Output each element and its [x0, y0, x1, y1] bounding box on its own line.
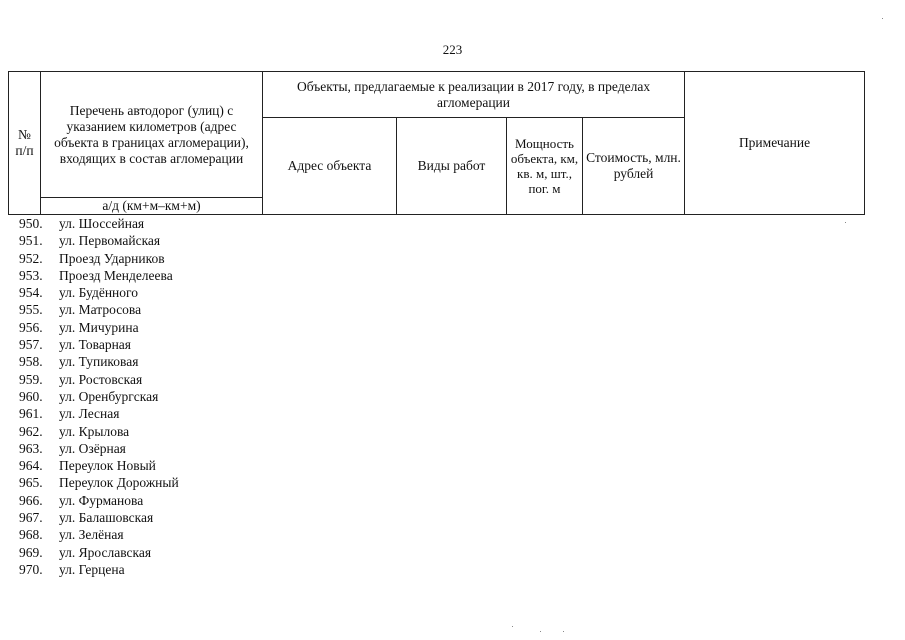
road-name: ул. Мичурина	[59, 319, 139, 335]
road-name: ул. Зелёная	[59, 527, 124, 543]
row-number: 969.	[19, 544, 43, 560]
list-item	[19, 267, 179, 284]
road-name: ул. Будённого	[59, 285, 138, 301]
list-item	[19, 561, 179, 578]
road-name: Переулок Новый	[59, 458, 156, 474]
header-col-road-list: Перечень автодорог (улиц) с указанием километров (адрес объекта в границах агломерации), входящих в состав агломерации	[41, 72, 263, 198]
list-item	[19, 301, 179, 318]
road-name: Переулок Дорожный	[59, 475, 179, 491]
list-item	[19, 440, 179, 457]
row-number: 961.	[19, 406, 43, 422]
list-item	[19, 353, 179, 370]
row-number: 951.	[19, 233, 43, 249]
road-name: ул. Лесная	[59, 406, 120, 422]
road-name: ул. Ростовская	[59, 371, 143, 387]
row-number: 960.	[19, 388, 43, 404]
scan-speck	[845, 222, 846, 223]
row-number: 958.	[19, 354, 43, 370]
road-name: ул. Ярославская	[59, 544, 152, 560]
row-number: 967.	[19, 510, 43, 526]
road-name: ул. Балашовская	[59, 510, 154, 526]
row-number: 964.	[19, 458, 43, 474]
list-item	[19, 509, 179, 526]
road-name: Проезд Ударников	[59, 250, 165, 266]
header-col-capacity: Мощность объекта, км, кв. м, шт., пог. м	[507, 118, 583, 215]
row-number: 965.	[19, 475, 43, 491]
road-name: ул. Оренбургская	[59, 388, 159, 404]
row-number: 956.	[19, 319, 43, 335]
list-item	[19, 319, 179, 336]
scan-speck	[512, 626, 513, 627]
row-number: 955.	[19, 302, 43, 318]
road-name: ул. Тупиковая	[59, 354, 139, 370]
list-item	[19, 232, 179, 249]
road-name: ул. Крылова	[59, 423, 130, 439]
header-col-objects-group: Объекты, предлагаемые к реализации в 2017 году, в пределах агломерации	[263, 72, 685, 118]
road-list	[19, 215, 179, 578]
header-col-note: Примечание	[685, 72, 865, 215]
row-number: 952.	[19, 250, 43, 266]
list-item	[19, 526, 179, 543]
header-col-num: № п/п	[9, 72, 41, 215]
header-table	[8, 71, 865, 215]
row-number: 963.	[19, 440, 43, 456]
list-item	[19, 371, 179, 388]
row-number: 962.	[19, 423, 43, 439]
row-number: 970.	[19, 561, 43, 577]
road-name: ул. Матросова	[59, 302, 142, 318]
list-item	[19, 474, 179, 491]
header-subheader-km: а/д (км+м–км+м)	[41, 198, 263, 215]
road-name: ул. Товарная	[59, 337, 131, 353]
header-col-work-kind: Виды работ	[397, 118, 507, 215]
list-item	[19, 336, 179, 353]
road-name: ул. Шоссейная	[59, 216, 145, 231]
row-number: 954.	[19, 285, 43, 301]
row-number: 957.	[19, 337, 43, 353]
row-number: 959.	[19, 371, 43, 387]
scan-speck	[540, 631, 541, 632]
list-item	[19, 405, 179, 422]
list-item	[19, 284, 179, 301]
row-number: 966.	[19, 492, 43, 508]
list-item	[19, 250, 179, 267]
row-number: 968.	[19, 527, 43, 543]
road-name: Проезд Менделеева	[59, 267, 173, 283]
header-col-address: Адрес объекта	[263, 118, 397, 215]
road-name: ул. Фурманова	[59, 492, 144, 508]
list-item	[19, 215, 179, 232]
list-item	[19, 388, 179, 405]
row-number: 950.	[19, 216, 43, 231]
road-name: ул. Озёрная	[59, 440, 126, 456]
list-item	[19, 457, 179, 474]
header-col-cost: Стоимость, млн. рублей	[583, 118, 685, 215]
scan-speck	[563, 631, 564, 632]
road-name: ул. Первомайская	[59, 233, 161, 249]
list-item	[19, 492, 179, 509]
list-item	[19, 423, 179, 440]
row-number: 953.	[19, 267, 43, 283]
list-item	[19, 544, 179, 561]
road-name: ул. Герцена	[59, 561, 125, 577]
page-number: 223	[442, 42, 463, 57]
scan-speck	[882, 18, 883, 19]
